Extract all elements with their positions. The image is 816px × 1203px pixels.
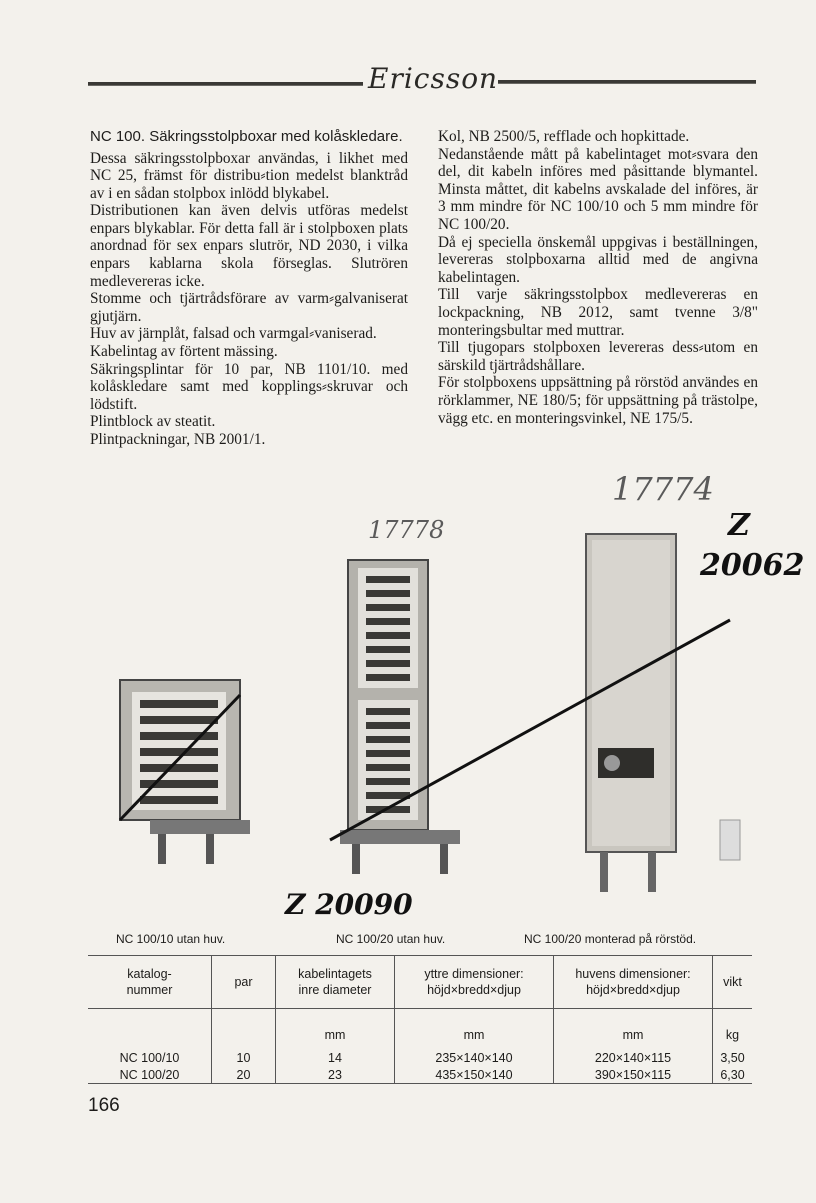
table-cell: 20 — [212, 1066, 276, 1084]
handwritten-number: 17778 — [368, 516, 445, 544]
caption: NC 100/20 utan huv. — [336, 932, 446, 946]
handwritten-number: 20062 — [700, 548, 805, 583]
header-rule-left — [88, 82, 363, 86]
table-cell: 435×150×140 — [395, 1066, 554, 1084]
table-cell: 6,30 — [713, 1066, 753, 1084]
handwritten-mark: Z — [728, 508, 750, 543]
ericsson-logo: Ericsson — [368, 62, 499, 95]
page-number: 166 — [88, 1095, 120, 1116]
table-header-row — [88, 956, 752, 1009]
paragraph: Till varje säkringsstolpbox medlevereras en lockpackning, NB 2012, samt tvenne 3/8" monteringsbultar med muttrar. — [438, 286, 758, 339]
unit-cell — [88, 1009, 212, 1050]
header-cell: vikt — [713, 956, 753, 1009]
section-heading: NC 100. Säkringsstolpboxar med kolåskledare. — [90, 128, 403, 145]
right-column — [438, 128, 758, 427]
paragraph: Stomme och tjärtrådsförare av varm⸗galvaniserat gjutjärn. — [90, 290, 408, 325]
paragraph: Säkringsplintar för 10 par, NB 1101/10. med kolåskledare samt med kopplings⸗skruvar och lödstift. — [90, 360, 408, 413]
table-cell: 390×150×115 — [554, 1066, 713, 1084]
left-column — [90, 128, 408, 449]
header-cell: kabelintagets inre diameter — [276, 956, 395, 1009]
caption: NC 100/10 utan huv. — [116, 932, 226, 946]
paragraph: Huv av järnplåt, falsad och varmgal⸗vaniserad. — [90, 325, 377, 343]
paragraph: Nedanstående mått på kabelintaget mot⸗svara den del, dit kabeln införes med påsittande blymantel. Minsta måttet, dit kabelns avskalade del införes, är 3 mm mindre för NC 100/10 och 5 mm mindre för NC 100/20. — [438, 145, 758, 233]
header-cell: katalog- nummer — [88, 956, 212, 1009]
header-cell: par — [212, 956, 276, 1009]
unit-cell: kg — [713, 1009, 753, 1050]
unit-cell: mm — [276, 1009, 395, 1050]
paragraph: Kol, NB 2500/5, refflade och hopkittade. — [438, 128, 690, 145]
paragraph: Plintpackningar, NB 2001/1. — [90, 431, 266, 448]
header-rule-right — [498, 80, 756, 84]
product-photos — [100, 520, 800, 900]
table-cell: 10 — [212, 1049, 276, 1066]
header-cell: yttre dimensioner: höjd×bredd×djup — [395, 956, 554, 1009]
table-cell: 3,50 — [713, 1049, 753, 1066]
table-row — [88, 1066, 752, 1084]
paragraph: Plintblock av steatit. — [90, 413, 216, 431]
table-cell: NC 100/10 — [88, 1049, 212, 1066]
handwritten-number: 17774 — [612, 470, 714, 508]
paragraph: För stolpboxens uppsättning på rörstöd användes en rörklammer, NE 180/5; för uppsättning på trästolpe, vägg etc. en monteringsvinkel, NE 175/5. — [438, 374, 758, 427]
unit-cell — [212, 1009, 276, 1050]
paragraph: Dessa säkringsstolpboxar användas, i likhet med NC 25, främst för distribu⸗tion medelst blanktråd av i en sådan stolpbox inlödd blykabel. — [90, 149, 408, 202]
stolpbox-nc100-10-image — [120, 680, 250, 864]
unit-cell: mm — [554, 1009, 713, 1050]
paragraph: Till tjugopars stolpboxen levereras dess⸗utom en särskild tjärtrådshållare. — [438, 339, 758, 374]
stolpbox-nc100-20-image — [340, 560, 460, 874]
header-cell: huvens dimensioner: höjd×bredd×djup — [554, 956, 713, 1009]
table-cell: NC 100/20 — [88, 1066, 212, 1084]
specification-table — [88, 955, 752, 1084]
caption: NC 100/20 monterad på rörstöd. — [524, 932, 697, 946]
table-row — [88, 1049, 752, 1066]
table-units-row — [88, 1009, 752, 1050]
page-header — [88, 62, 756, 102]
paragraph: Då ej speciella önskemål uppgivas i beställningen, levereras stolpboxarna alltid med de angivna kabelintagen. — [438, 233, 758, 286]
handwritten-number: Z 20090 — [285, 888, 413, 921]
paragraph: Kabelintag av förtent mässing. — [90, 343, 278, 361]
unit-cell: mm — [395, 1009, 554, 1050]
table-cell: 220×140×115 — [554, 1049, 713, 1066]
table-cell: 14 — [276, 1049, 395, 1066]
table-cell: 235×140×140 — [395, 1049, 554, 1066]
paragraph: Distributionen kan även delvis utföras medelst enpars blykablar. För detta fall är i stolpboxen plats anordnad för sex enpars slutrör, ND 2030, i vilka enpars kablarna skola förseglas. Slutrören medlevereras icke. — [90, 202, 408, 290]
table-cell: 23 — [276, 1066, 395, 1084]
